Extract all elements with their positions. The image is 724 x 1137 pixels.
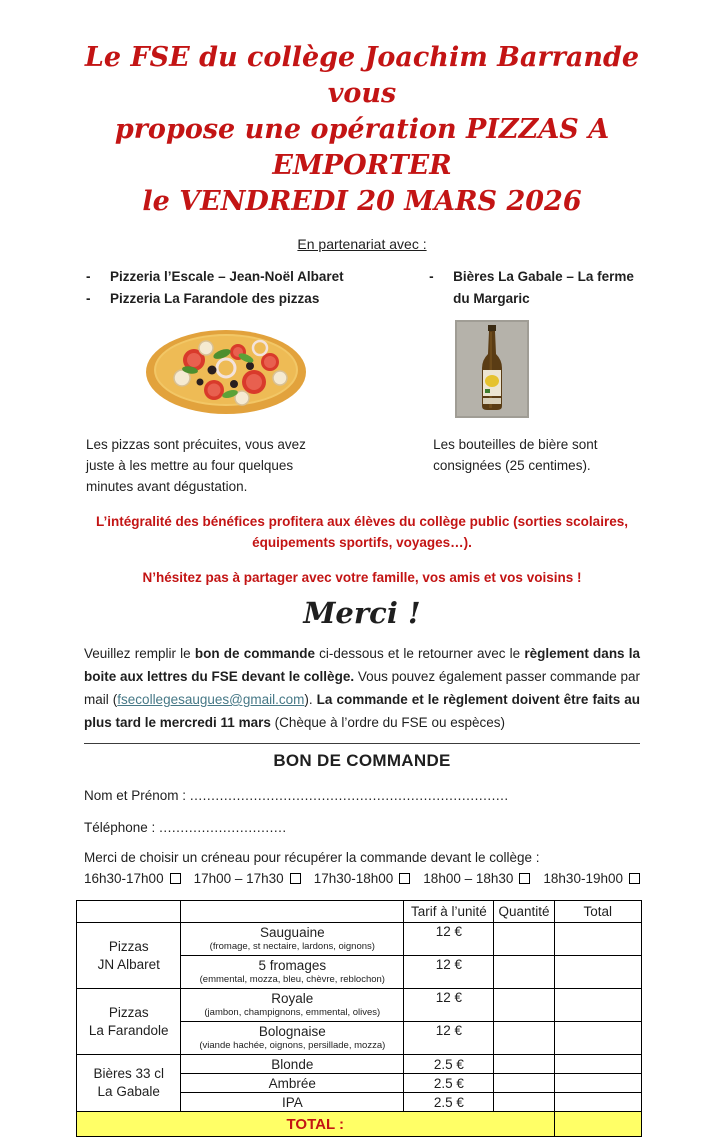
time-slot-option [84,871,181,886]
item-name: Bolognaise [258,1024,326,1039]
instructions-text: Veuillez remplir le [84,646,195,661]
beer-note: Les bouteilles de bière sont consignées (25 centimes). [433,437,598,473]
price-cell: 2.5 € [404,1055,494,1074]
item-ingredients: (fromage, st nectaire, lardons, oignons) [209,941,375,952]
total-cell[interactable] [554,1055,641,1074]
table-row [77,989,642,1022]
partner-name: Pizzeria La Farandole des pizzas [110,291,320,306]
header-total: Total [554,901,641,923]
quantity-cell[interactable] [494,923,554,956]
group-cell [77,923,181,989]
time-slot-option [543,871,640,886]
time-slot-label: 16h30-17h00 [84,871,164,886]
group-name: Bières 33 cl [93,1066,164,1081]
price-cell: 12 € [404,989,494,1022]
beer-bottle-illustration [455,320,529,418]
page-title [84,40,640,220]
item-ingredients: (emmental, mozza, bleu, chèvre, reblochon) [199,974,385,985]
bullet-dash: - [86,291,91,306]
partner-name: Bières La Gabale – La ferme du Margaric [453,269,634,306]
total-cell[interactable] [554,956,641,989]
table-row [77,923,642,956]
list-item [86,288,361,310]
time-slot-checkbox[interactable] [170,873,181,884]
pizza-note: Les pizzas sont précuites, vous avez juste à les mettre au four quelques minutes avant dégustation. [86,437,306,494]
instructions-bold: règlement dans la boite aux lettres du FSE devant le collège. [84,646,641,684]
item-ingredients: (jambon, champignons, emmental, olives) [204,1007,381,1018]
instructions-text: Vous pouvez également passer commande par mail ( [84,669,640,707]
time-slot-checkbox[interactable] [290,873,301,884]
item-name: Royale [271,991,314,1006]
list-item [86,266,361,288]
group-name: Pizzas [108,1004,149,1020]
group-cell [77,989,181,1055]
name-fill-line[interactable]: ........................................................................... [189,788,509,803]
partner-list-left [86,266,361,310]
total-cell[interactable] [554,1022,641,1055]
instructions-paragraph [84,642,640,734]
item-cell: IPA [181,1093,404,1112]
title-line-2: propose une opération PIZZAS A EMPORTER [114,114,610,181]
title-line-3: le VENDREDI 20 MARS 2026 [142,186,582,217]
pizza-image [142,320,310,422]
item-cell: Ambrée [181,1074,404,1093]
price-cell: 12 € [404,923,494,956]
item-cell: Blonde [181,1055,404,1074]
group-name: La Gabale [97,1084,160,1099]
partnership-heading: En partenariat avec : [297,236,427,252]
email-link[interactable]: fsecollegesaugues@gmail.com [117,692,305,707]
partner-list-right [429,266,640,310]
time-slot-checkbox[interactable] [399,873,410,884]
table-row [77,1055,642,1074]
order-table [76,900,642,1137]
instructions-bold: La commande et le règlement doivent être faits au plus tard le mercredi 11 mars [84,692,641,730]
bullet-dash: - [429,269,434,284]
item-ingredients: (viande hachée, oignons, persillade, mozza) [199,1040,386,1051]
name-label: Nom et Prénom : [84,788,187,803]
total-label: TOTAL : [77,1112,555,1137]
time-slot-label: 18h30-19h00 [543,871,623,886]
table-total-row [77,1112,642,1137]
total-cell[interactable] [554,923,641,956]
beer-bottle-image [455,320,529,422]
time-slot-checkbox[interactable] [629,873,640,884]
time-slot-option [314,871,411,886]
title-line-1: Le FSE du collège Joachim Barrande vous [84,42,640,109]
price-cell: 12 € [404,1022,494,1055]
total-cell[interactable] [554,989,641,1022]
phone-field [84,820,640,835]
item-cell [181,1022,404,1055]
phone-fill-line[interactable]: .............................. [159,820,287,835]
quantity-cell[interactable] [494,1093,554,1112]
group-cell [77,1055,181,1112]
slot-instruction: Merci de choisir un créneau pour récupérer la commande devant le collège : [84,850,540,865]
list-item [429,266,640,310]
time-slot-label: 17h00 – 17h30 [193,871,284,886]
quantity-cell[interactable] [494,1055,554,1074]
phone-label: Téléphone : [84,820,156,835]
partner-name: Pizzeria l’Escale – Jean-Noël Albaret [110,269,344,284]
header-item [181,901,404,923]
item-name: 5 fromages [258,958,327,973]
name-field [84,788,640,803]
time-slot-checkbox[interactable] [519,873,530,884]
header-tarif: Tarif à l’unité [404,901,494,923]
time-slot-label: 18h00 – 18h30 [423,871,514,886]
time-slot-option [194,871,301,886]
instructions-bold: bon de commande [194,646,315,661]
quantity-cell[interactable] [494,956,554,989]
group-name: JN Albaret [97,956,160,972]
total-cell[interactable] [554,1074,641,1093]
time-slot-label: 17h30-18h00 [313,871,394,886]
quantity-cell[interactable] [494,989,554,1022]
bullet-dash: - [86,269,91,284]
item-cell [181,923,404,956]
time-slot-option [423,871,530,886]
header-group [77,901,181,923]
price-cell: 12 € [404,956,494,989]
table-header-row [77,901,642,923]
instructions-text: ). [304,692,317,707]
benefits-line-1: L’intégralité des bénéfices profitera aux élèves du collège public (sorties scolaires, [96,514,628,529]
order-form-heading: BON DE COMMANDE [273,751,451,770]
pizza-illustration [142,320,310,420]
share-statement: N’hésitez pas à partager avec votre famille, vos amis et vos voisins ! [142,570,582,585]
notes-row [84,434,640,497]
item-cell [181,956,404,989]
instructions-text: ci-dessous et le retourner avec le [314,646,525,661]
item-cell [181,989,404,1022]
item-name: Sauguaine [260,925,325,940]
benefits-line-2: équipements sportifs, voyages…). [252,535,472,550]
section-divider [84,743,640,744]
price-cell: 2.5 € [404,1093,494,1112]
header-quantite: Quantité [494,901,554,923]
quantity-cell[interactable] [494,1022,554,1055]
time-slots-row [84,871,640,886]
group-name: La Farandole [88,1022,169,1038]
grand-total-cell[interactable] [554,1112,641,1137]
instructions-text: (Chèque à l’ordre du FSE ou espèces) [270,715,505,730]
photos-row [84,320,640,422]
price-cell: 2.5 € [404,1074,494,1093]
benefits-statement [84,511,640,553]
quantity-cell[interactable] [494,1074,554,1093]
partner-list [84,266,640,310]
group-name: Pizzas [108,938,149,954]
total-cell[interactable] [554,1093,641,1112]
thanks-text: Merci ! [303,596,421,630]
